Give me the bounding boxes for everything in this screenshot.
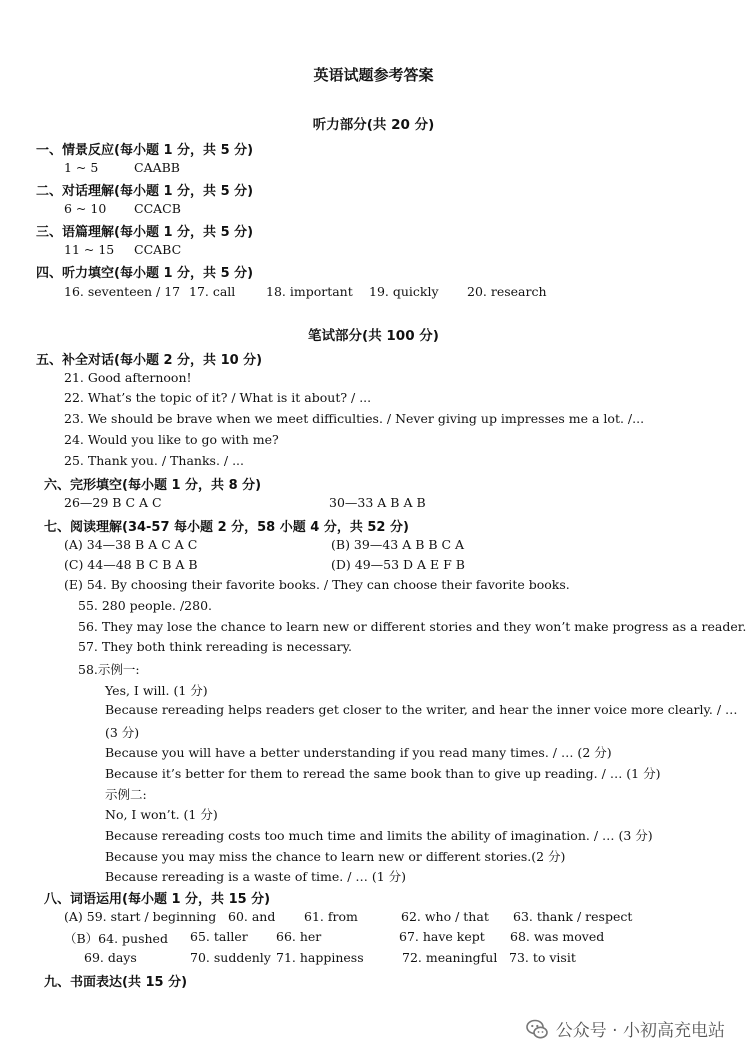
answer-line: 25. Thank you. / Thanks. / ... [64, 453, 244, 468]
answer-item: 61. from [304, 909, 358, 924]
wechat-icon [526, 1018, 548, 1040]
section-9-heading: 九、书面表达(共 15 分) [44, 975, 188, 990]
section-2-heading: 二、对话理解(每小题 1 分，共 5 分) [36, 184, 254, 199]
answer-item: 62. who / that [401, 909, 489, 924]
answer-item: 19. quickly [369, 284, 439, 299]
answer-line: 22. What’s the topic of it? / What is it about? / ... [64, 390, 372, 405]
section-2-range: 6 ~ 10 [64, 201, 107, 216]
answer-item: 60. and [228, 909, 276, 924]
answer-item: （B）64. pushed [64, 931, 168, 946]
answer-line: Yes, I will. (1 分) [105, 683, 208, 698]
section-7-heading: 七、阅读理解(34-57 每小题 2 分，58 小题 4 分，共 52 分) [44, 520, 409, 535]
answer-item: 73. to visit [509, 950, 576, 965]
watermark-text: 公众号 · 小初高充电站 [555, 1021, 725, 1041]
example-1-label: 58.示例一: [78, 662, 140, 677]
cloze-right-answers: 30—33 A B A B [329, 495, 426, 510]
section-3-range: 11 ~ 15 [64, 242, 115, 257]
answer-line: 56. They may lose the chance to learn new or different stories and they won’t make progress as a reader. [78, 619, 747, 634]
reading-a-answers: (A) 34—38 B A C A C [64, 537, 198, 552]
answer-item: 67. have kept [399, 929, 485, 944]
answer-line: Because you may miss the chance to learn new or different stories.(2 分) [105, 849, 566, 864]
watermark [526, 1016, 725, 1041]
answer-line: 57. They both think rereading is necessary. [78, 639, 353, 654]
section-1-answers: CAABB [134, 160, 180, 175]
answer-item: 20. research [467, 284, 547, 299]
answer-item: 66. her [276, 929, 322, 944]
answer-item: 65. taller [190, 929, 248, 944]
writing-heading: 笔试部分(共 100 分) [308, 328, 439, 344]
answer-item: 68. was moved [510, 929, 605, 944]
section-8-heading: 八、词语运用(每小题 1 分，共 15 分) [44, 892, 271, 907]
section-2-answers: CCACB [134, 201, 181, 216]
example-2-label: 示例二: [105, 787, 147, 802]
section-1-range: 1 ~ 5 [64, 160, 99, 175]
answer-line: Because rereading is a waste of time. / … (1 分) [105, 869, 407, 884]
answer-line: (E) 54. By choosing their favorite books. / They can choose their favorite books. [64, 577, 570, 592]
cloze-left-answers: 26—29 B C A C [64, 495, 162, 510]
answer-line: 21. Good afternoon! [64, 370, 192, 385]
section-1-heading: 一、情景反应(每小题 1 分，共 5 分) [36, 143, 254, 158]
answer-line: Because rereading costs too much time and limits the ability of imagination. / … (3 分) [105, 828, 653, 843]
answer-line: Because rereading helps readers get closer to the writer, and hear the inner voice more clearly. / … [105, 702, 738, 717]
answer-item: 16. seventeen / 17 [64, 284, 181, 299]
answer-line: 24. Would you like to go with me? [64, 432, 279, 447]
answer-item: 72. meaningful [402, 950, 498, 965]
section-4-heading: 四、听力填空(每小题 1 分，共 5 分) [36, 266, 254, 281]
reading-d-answers: (D) 49—53 D A E F B [331, 557, 465, 572]
answer-item: 18. important [266, 284, 353, 299]
reading-c-answers: (C) 44—48 B C B A B [64, 557, 198, 572]
section-6-heading: 六、完形填空(每小题 1 分，共 8 分) [44, 478, 262, 493]
answer-line: Because it’s better for them to reread the same book than to give up reading. / … (1 分) [105, 766, 661, 781]
reading-b-answers: (B) 39—43 A B B C A [331, 537, 465, 552]
answer-item: 69. days [84, 950, 137, 965]
section-3-heading: 三、语篇理解(每小题 1 分，共 5 分) [36, 225, 254, 240]
answer-item: 63. thank / respect [513, 909, 633, 924]
listening-heading: 听力部分(共 20 分) [312, 117, 435, 133]
answer-line: 55. 280 people. /280. [78, 598, 212, 613]
answer-line: 23. We should be brave when we meet difficulties. / Never giving up impresses me a lot. /... [64, 411, 645, 426]
answer-item: 71. happiness [276, 950, 364, 965]
section-5-heading: 五、补全对话(每小题 2 分，共 10 分) [36, 353, 263, 368]
answer-item: 17. call [189, 284, 236, 299]
page-title: 英语试题参考答案 [313, 66, 434, 84]
answer-line: No, I won’t. (1 分) [105, 807, 218, 822]
answer-item: (A) 59. start / beginning [64, 909, 217, 924]
answer-line: (3 分) [105, 725, 140, 740]
answer-line: Because you will have a better understanding if you read many times. / … (2 分) [105, 745, 612, 760]
answer-item: 70. suddenly [190, 950, 271, 965]
section-3-answers: CCABC [134, 242, 182, 257]
